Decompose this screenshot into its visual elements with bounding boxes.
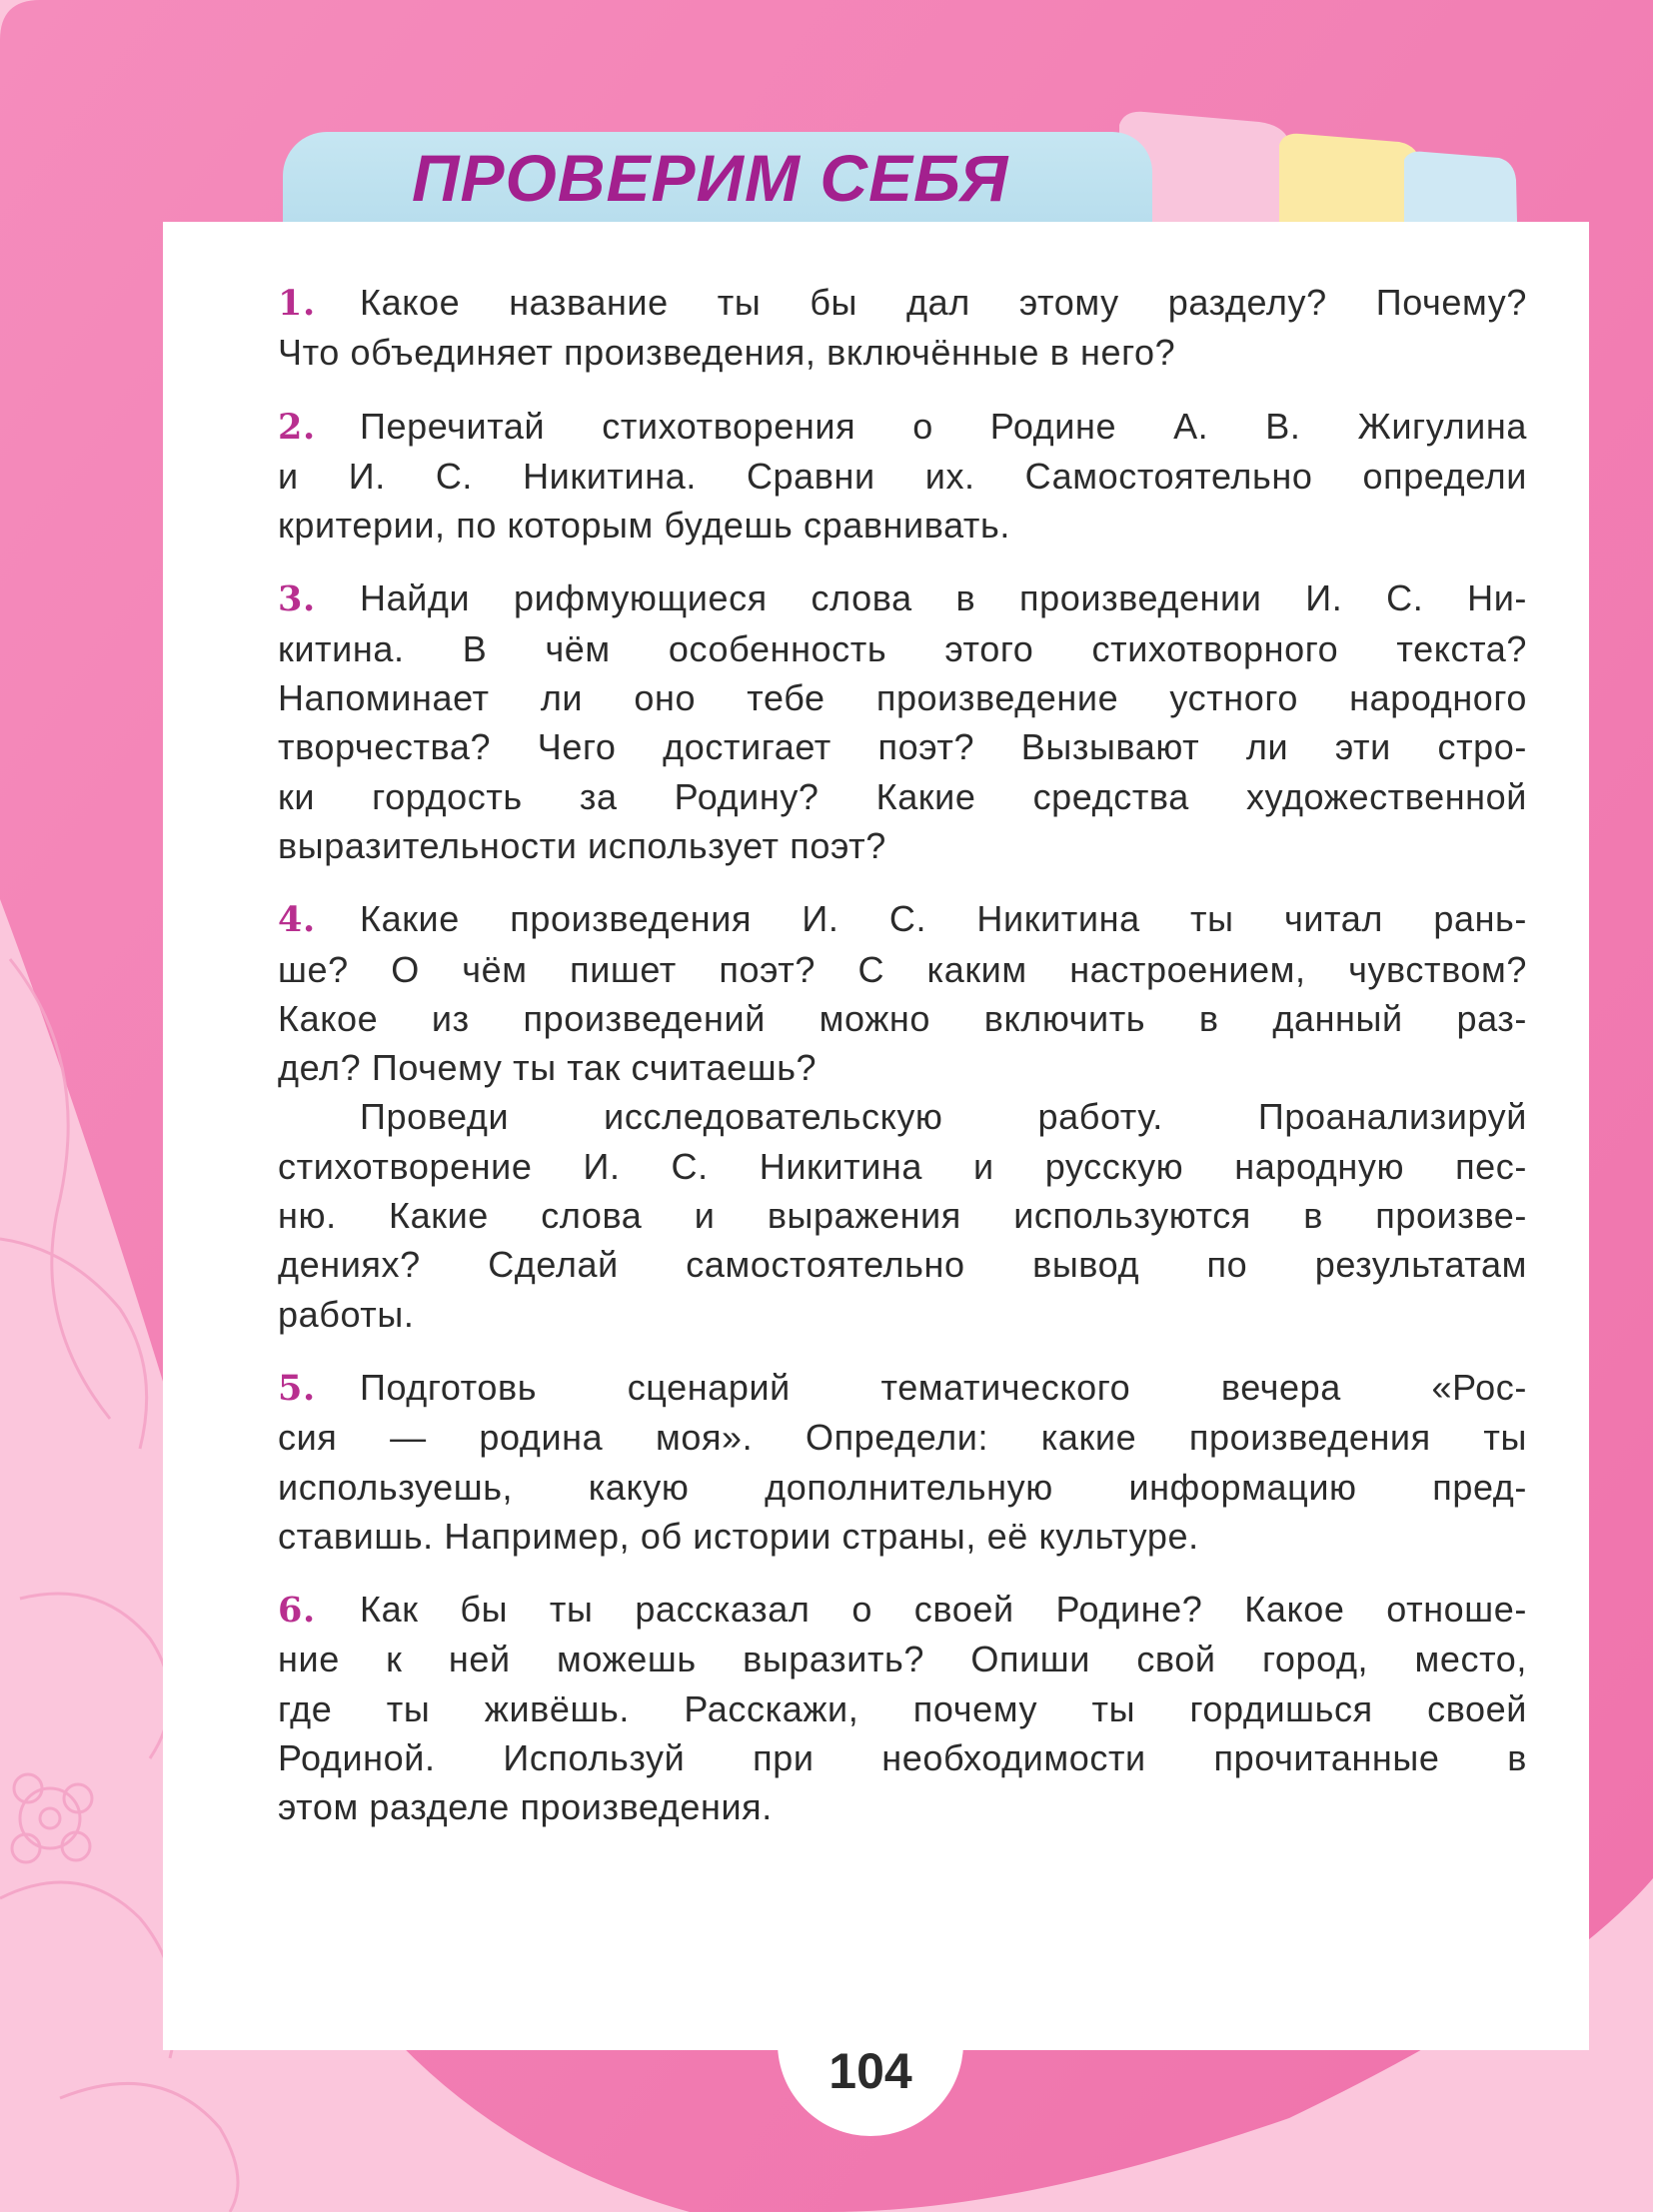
- task-2: [278, 402, 1527, 551]
- task-number: 4.: [278, 899, 316, 941]
- task-line: 4. Какие произведения И. С. Никитина ты читал рань-: [278, 894, 1527, 944]
- task-line: работы.: [278, 1293, 415, 1335]
- task-line: критерии, по которым будешь сравнивать.: [278, 505, 1010, 547]
- tab-yellow: [1279, 134, 1423, 222]
- task-5: [278, 1363, 1527, 1561]
- task-line: где ты живёшь. Расскажи, почему ты гордишься своей: [278, 1687, 1527, 1729]
- task-line: выразительности использует поэт?: [278, 824, 886, 866]
- task-line: ние к ней можешь выразить? Опиши свой город, место,: [278, 1639, 1527, 1680]
- task-line: Проведи исследовательскую работу. Проанализируй: [360, 1096, 1527, 1138]
- task-line: и И. С. Никитина. Сравни их. Самостоятельно определи: [278, 455, 1527, 497]
- task-line: Родиной. Используй при необходимости прочитанные в: [278, 1737, 1527, 1779]
- section-title: ПРОВЕРИМ СЕБЯ: [412, 141, 1009, 215]
- task-line: 1. Какое название ты бы дал этому разделу? Почему?: [278, 278, 1527, 328]
- task-line: Что объединяет произведения, включённые в него?: [278, 332, 1176, 374]
- task-number: 3.: [278, 578, 316, 620]
- task-3: [278, 573, 1527, 870]
- task-line: ше? О чём пишет поэт? С каким настроением, чувством?: [278, 948, 1527, 990]
- task-line: 2. Перечитай стихотворения о Родине А. В. Жигулина: [278, 402, 1527, 452]
- task-line: дениях? Сделай самостоятельно вывод по результатам: [278, 1244, 1527, 1286]
- task-line: используешь, какую дополнительную информацию пред-: [278, 1466, 1527, 1508]
- page-number: 104: [828, 2043, 912, 2099]
- task-number: 6.: [278, 1590, 316, 1632]
- task-1: [278, 278, 1527, 378]
- task-line: китина. В чём особенность этого стихотворного текста?: [278, 627, 1527, 669]
- task-line: стихотворение И. С. Никитина и русскую народную пес-: [278, 1145, 1527, 1187]
- task-list: [278, 278, 1527, 1856]
- task-number: 5.: [278, 1367, 316, 1409]
- task-line: Напоминает ли оно тебе произведение устного народного: [278, 677, 1527, 719]
- task-4: [278, 894, 1527, 1339]
- task-line: 6. Как бы ты рассказал о своей Родине? Какое отноше-: [278, 1585, 1527, 1635]
- task-line: Какое из произведений можно включить в данный раз-: [278, 997, 1527, 1039]
- task-line: сия — родина моя». Определи: какие произведения ты: [278, 1417, 1527, 1459]
- tab-light-blue: [1404, 152, 1517, 222]
- task-6: [278, 1585, 1527, 1831]
- task-number: 2.: [278, 406, 316, 448]
- task-line: ню. Какие слова и выражения используются в произве-: [278, 1195, 1527, 1237]
- task-line: ки гордость за Родину? Какие средства художественной: [278, 775, 1527, 817]
- task-line: дел? Почему ты так считаешь?: [278, 1047, 818, 1089]
- task-line: 5. Подготовь сценарий тематического вечера «Рос-: [278, 1363, 1527, 1413]
- task-number: 1.: [278, 283, 316, 324]
- task-line: этом разделе произведения.: [278, 1786, 773, 1828]
- task-line: ставишь. Например, об истории страны, её культуре.: [278, 1515, 1199, 1557]
- task-line: 3. Найди рифмующиеся слова в произведении И. С. Ни-: [278, 573, 1527, 623]
- task-line: творчества? Чего достигает поэт? Вызывают ли эти стро-: [278, 726, 1527, 768]
